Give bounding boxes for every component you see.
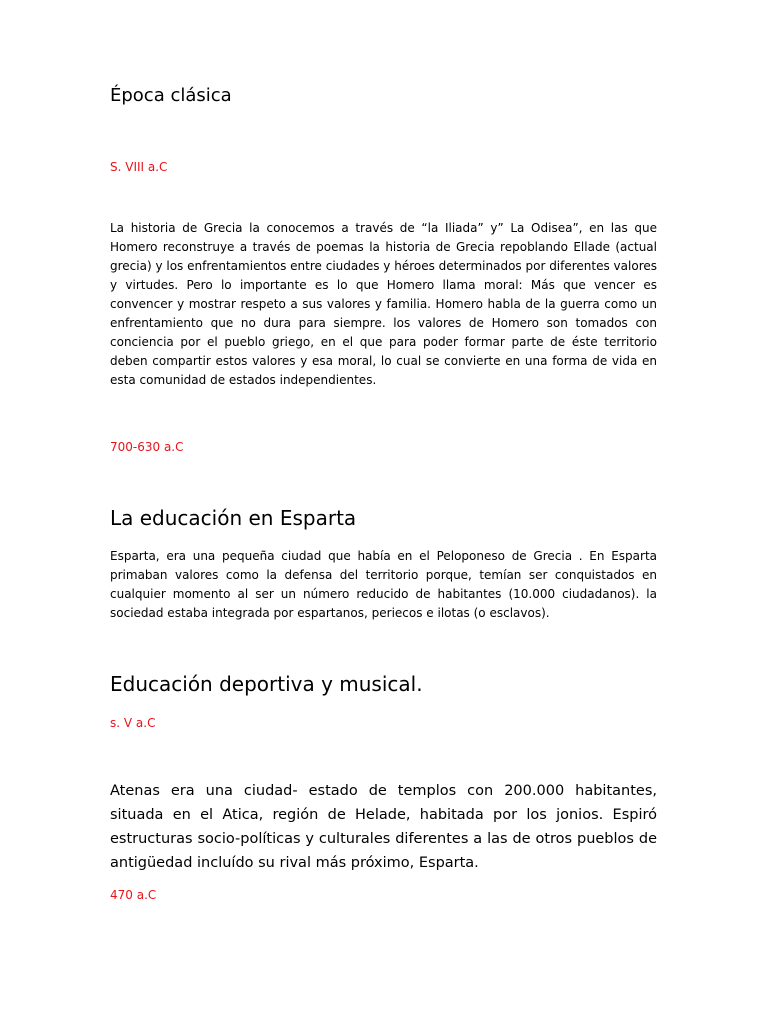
- date-470: 470 a.C: [110, 888, 157, 902]
- date-s-v: s. V a.C: [110, 716, 156, 730]
- heading-educacion-deportiva: Educación deportiva y musical.: [110, 672, 423, 696]
- heading-epoca-clasica: Época clásica: [110, 85, 232, 106]
- heading-educacion-esparta: La educación en Esparta: [110, 506, 357, 530]
- date-700-630: 700-630 a.C: [110, 440, 184, 454]
- paragraph-esparta: Esparta, era una pequeña ciudad que había en el Peloponeso de Grecia . En Esparta primaban valores como la defensa del territorio porque, temían ser conquistados en cualquier momento al ser un número reducido de habitantes (10.000 ciudadanos). la sociedad estaba integrada por espartanos, periecos e ilotas (o esclavos).: [110, 549, 657, 620]
- paragraph-historia-grecia: La historia de Grecia la conocemos a través de “la Iliada” y” La Odisea”, en las que Homero reconstruye a través de poemas la historia de Grecia repoblando Ellade (actual grecia) y los enfrentamientos entre ciudades y héroes determinados por diferentes valores y virtudes. Pero lo importante es lo que Homero llama moral: Más que vencer es convencer y mostrar respeto a sus valores y familia. Homero habla de la guerra como un enfrentamiento que no dura para siempre. los valores de Homero son tomados con conciencia por el pueblo griego, en el que para poder formar parte de éste territorio deben compartir estos valores y esa moral, lo cual se convierte en una forma de vida en esta comunidad de estados independientes.: [110, 221, 657, 387]
- date-s-viii: S. VIII a.C: [110, 160, 168, 174]
- paragraph-atenas: Atenas era una ciudad- estado de templos con 200.000 habitantes, situada en el Atica, región de Helade, habitada por los jonios. Espiró estructuras socio-políticas y culturales diferentes a las de otros pueblos de antigüedad incluído su rival más próximo, Esparta.: [110, 783, 657, 871]
